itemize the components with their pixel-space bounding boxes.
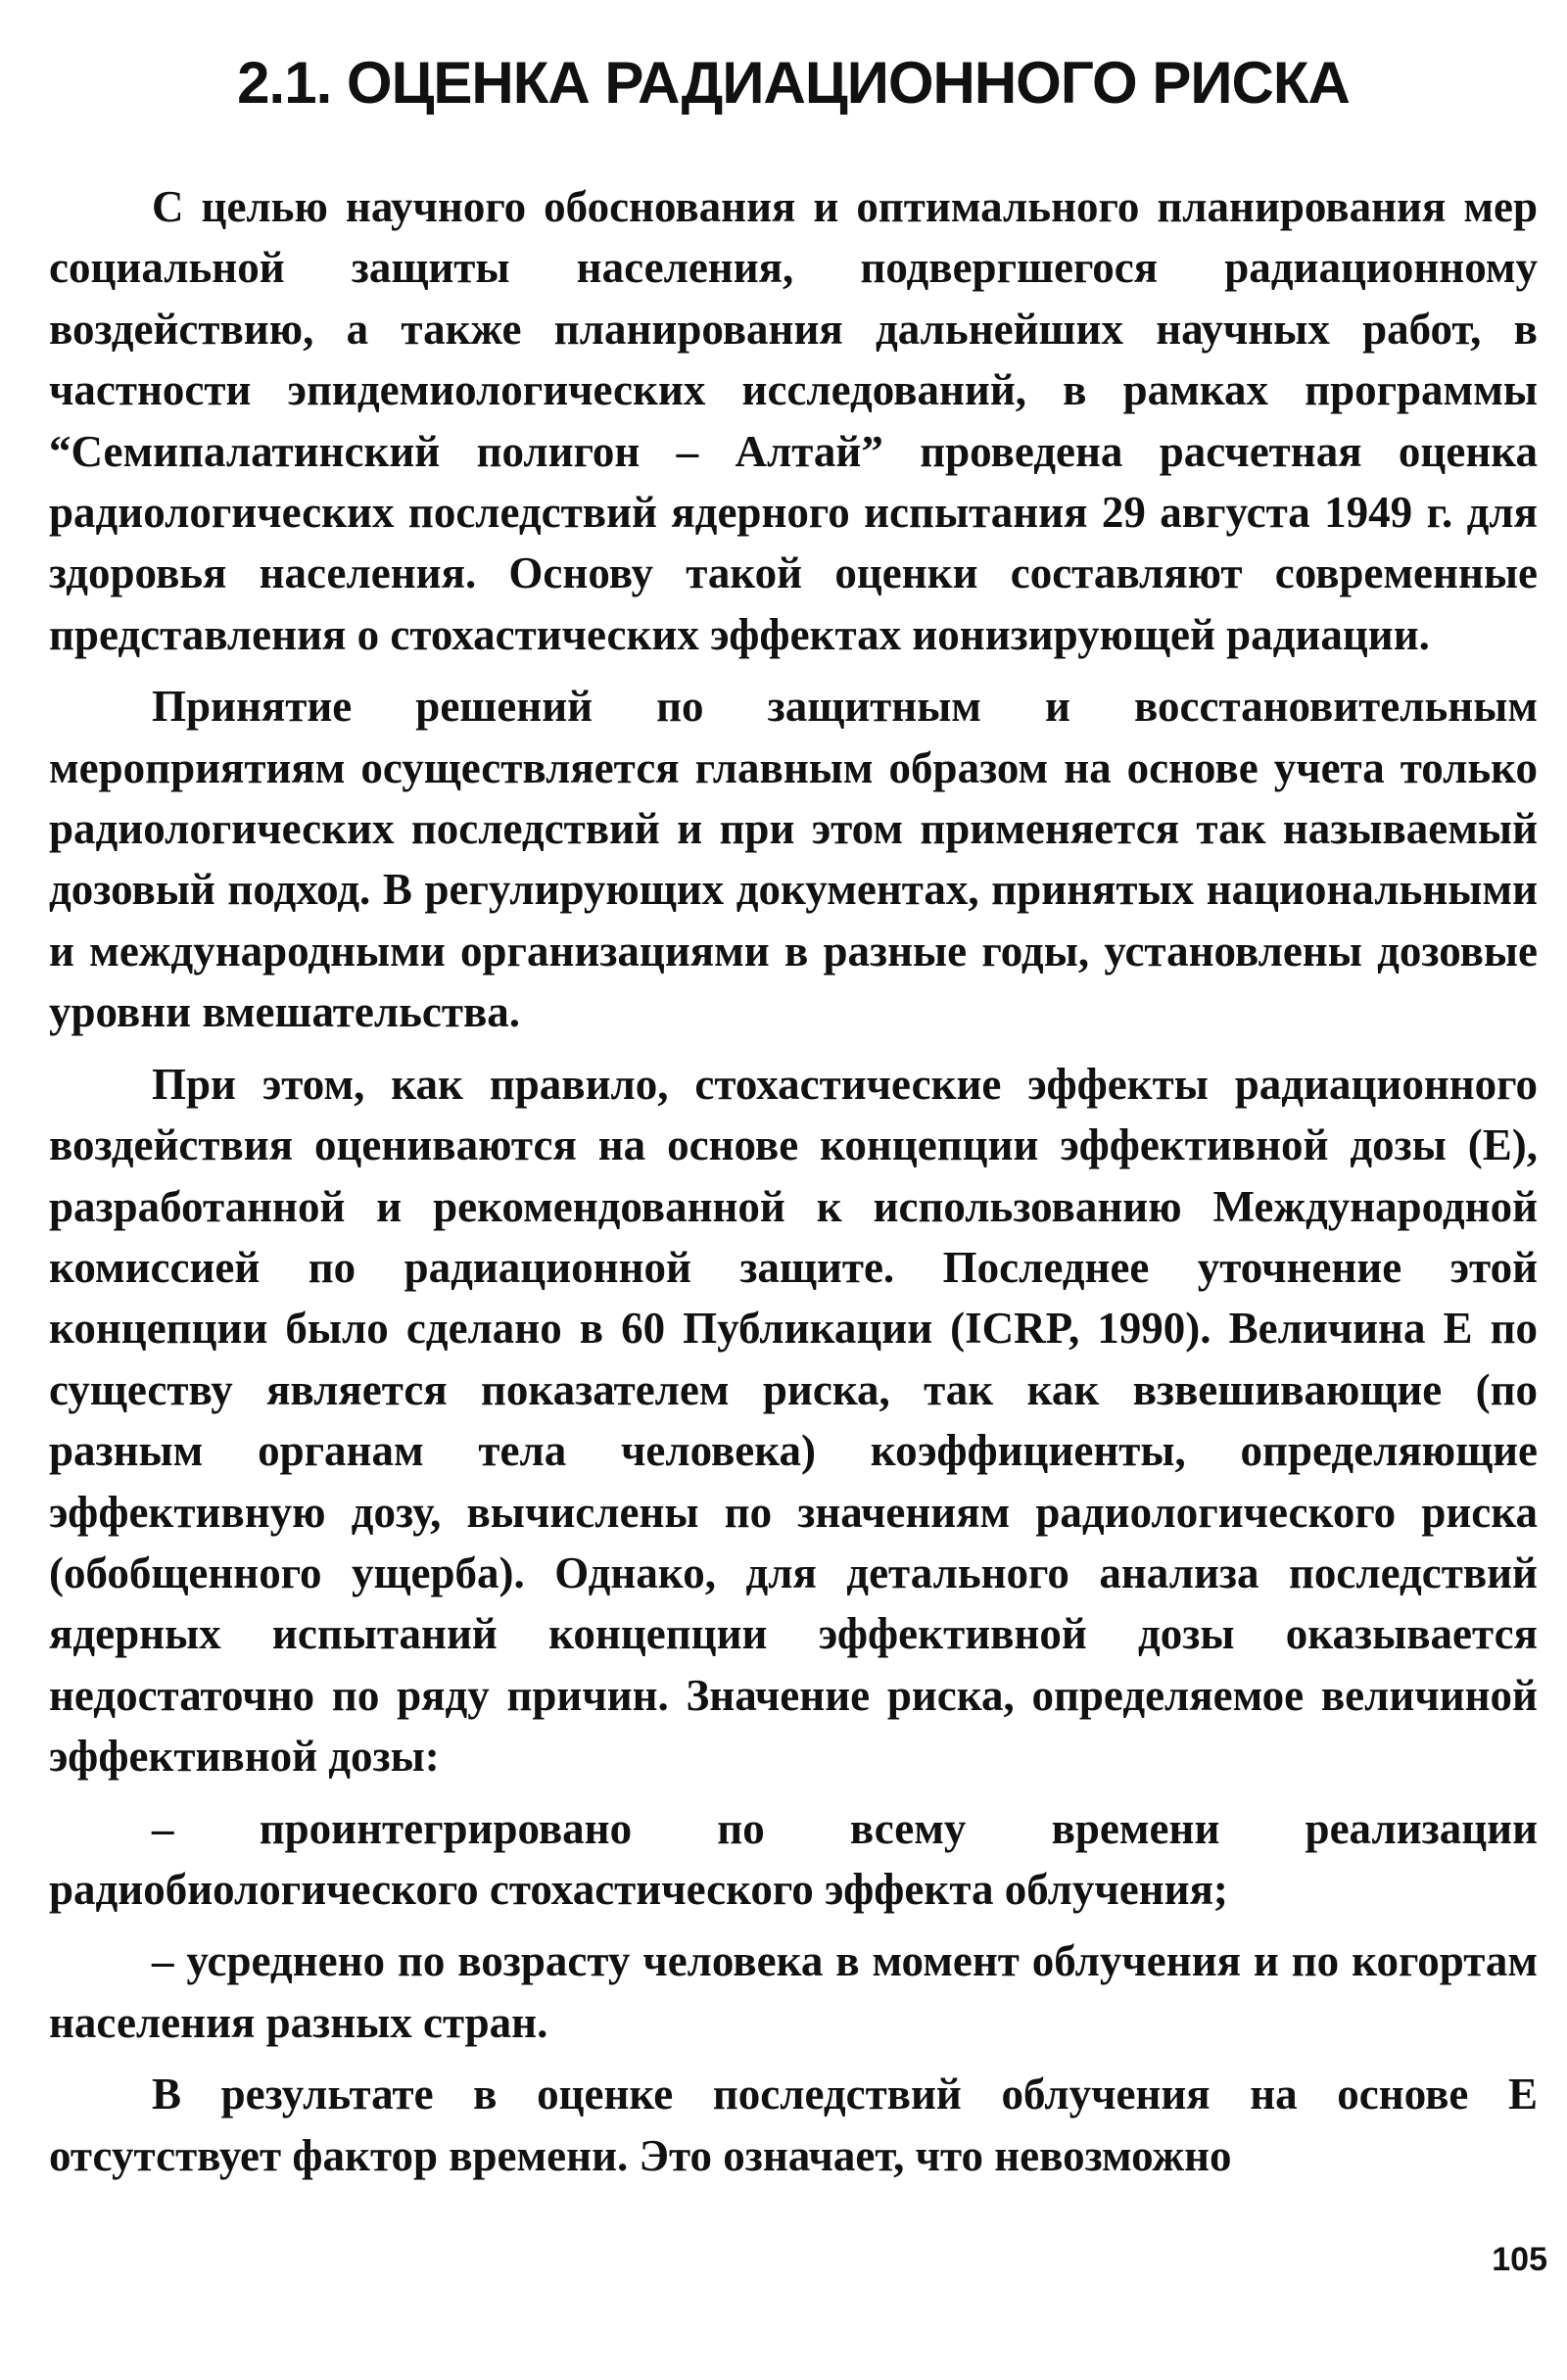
- page-number: 105: [1492, 2241, 1547, 2278]
- list-item: – проинтегрировано по всему времени реализации радиобиологического стохастического эффекта облучения;: [49, 1803, 1538, 1914]
- paragraph: В результате в оценке последствий облучения на основе E отсутствует фактор времени. Это означает, что невозможно: [49, 2070, 1538, 2180]
- body-text: [49, 176, 1538, 2186]
- paragraph: С целью научного обоснования и оптимального планирования мер социальной защиты населения, подвергшегося радиационному воздействию, а также планирования дальнейших научных работ, в частности эпидемиологических исследований, в рамках программы “Семипалатинский полигон – Алтай” проведена расчетная оценка радиологических последствий ядерного испытания 29 августа 1949 г. для здоровья населения. Основу такой оценки составляют современные представления о стохастических эффектах ионизирующей радиации.: [49, 182, 1538, 659]
- list-item: – усреднено по возрасту человека в момент облучения и по когортам населения разных стран.: [49, 1936, 1538, 2047]
- paragraph: При этом, как правило, стохастические эффекты радиационного воздействия оцениваются на основе концепции эффективной дозы (E), разработанной и рекомендованной к использованию Международной комиссией по радиационной защите. Последнее уточнение этой концепции было сделано в 60 Публикации (ICRP, 1990). Величина E по существу является показателем риска, так как взвешивающие (по разным органам тела человека) коэффициенты, определяющие эффективную дозу, вычислены по значениям радиологического риска (обобщенного ущерба). Однако, для детального анализа последствий ядерных испытаний концепции эффективной дозы оказывается недостаточно по ряду причин. Значение риска, определяемое величиной эффективной дозы:: [49, 1059, 1538, 1782]
- book-page: [49, 44, 1538, 2336]
- section-title: 2.1. ОЦЕНКА РАДИАЦИОННОГО РИСКА: [237, 50, 1350, 116]
- paragraph: Принятие решений по защитным и восстановительным мероприятиям осуществляется главным образом на основе учета только радиологических последствий и при этом применяется так называемый дозовый подход. В регулирующих документах, принятых национальными и международными организациями в разные годы, установлены дозовые уровни вмешательства.: [49, 682, 1538, 1037]
